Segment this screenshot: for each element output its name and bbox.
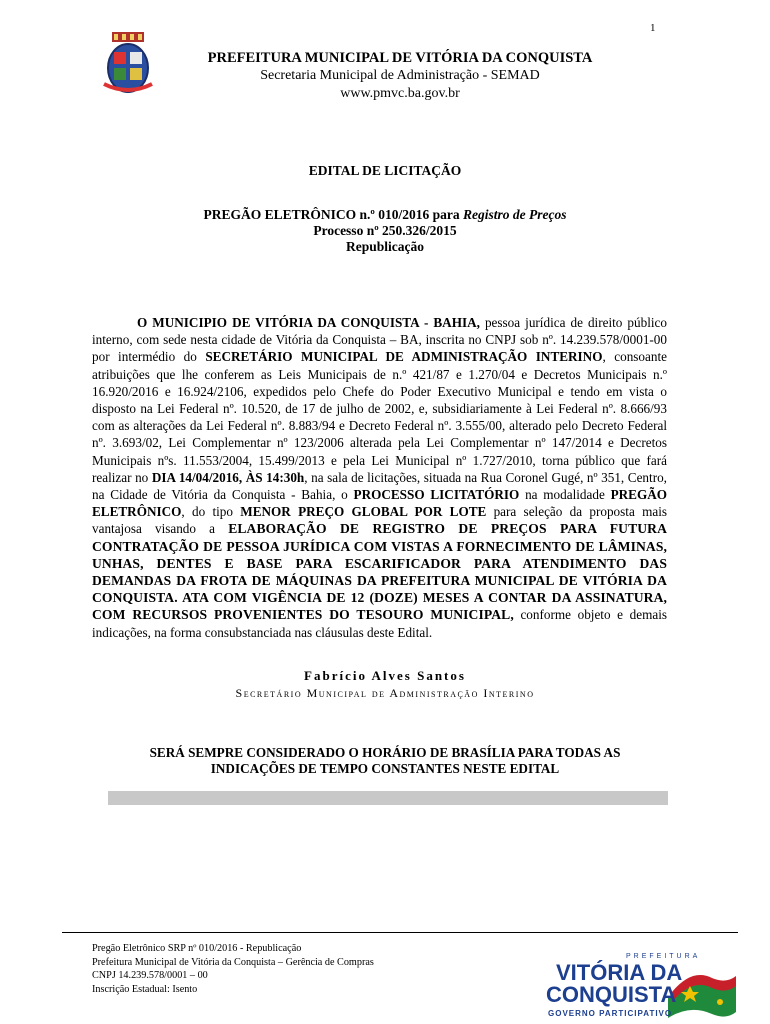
logo-line-2: CONQUISTA xyxy=(546,982,677,1007)
logo-tagline: GOVERNO PARTICIPATIVO xyxy=(548,1009,673,1018)
page-number: 1 xyxy=(650,22,656,34)
body-text-8: na modalidade xyxy=(519,487,611,503)
notice-line-1: SERÁ SEMPRE CONSIDERADO O HORÁRIO DE BRASÍLIA PARA TODAS AS xyxy=(149,745,621,760)
republicacao-label: Republicação xyxy=(345,239,424,254)
body-modalidade: PREGÃO ELETRÔNICO xyxy=(92,487,668,520)
footer-line-4: Inscrição Estadual: Isento xyxy=(92,983,198,995)
footer xyxy=(92,942,374,996)
pregao-heading xyxy=(0,207,770,255)
logo-prefix: PREFEITURA xyxy=(626,953,701,960)
edital-title: EDITAL DE LICITAÇÃO xyxy=(308,163,462,178)
body-secretario: SECRETÁRIO MUNICIPAL DE ADMINISTRAÇÃO INTERINO xyxy=(205,349,603,365)
processo-number: Processo nº 250.326/2015 xyxy=(313,223,457,238)
body-date: DIA 14/04/2016, ÀS 14:30h xyxy=(151,469,305,485)
header-title: PREFEITURA MUNICIPAL DE VITÓRIA DA CONQUISTA xyxy=(207,50,593,66)
document-header xyxy=(140,50,660,103)
city-logo-icon xyxy=(540,946,740,1020)
divider-bar xyxy=(108,791,668,805)
notice-line-2: INDICAÇÕES DE TEMPO CONSTANTES NESTE EDITAL xyxy=(210,761,560,776)
footer-line-1: Pregão Eletrônico SRP nº 010/2016 - Republicação xyxy=(92,943,302,954)
body-tipo: MENOR PREÇO GLOBAL POR LOTE xyxy=(240,504,487,520)
body-text-10: , do tipo xyxy=(181,504,241,520)
body-paragraph xyxy=(92,314,667,641)
pregao-registro: Registro de Preços xyxy=(463,207,567,222)
header-website: www.pmvc.ba.gov.br xyxy=(340,86,460,101)
header-subtitle: Secretaria Municipal de Administração - SEMAD xyxy=(260,68,540,83)
body-objeto: ELABORAÇÃO DE REGISTRO DE PREÇOS PARA FUTURA CONTRATAÇÃO DE PESSOA JURÍDICA COM VISTAS A FORNECIMENTO DE LÂMINAS, UNHAS, DENTES E BASE PARA ESCARIFICADOR PARA ATENDIMENTO DAS DEMANDAS DA FROTA DE MÁQUINAS DA PREFEITURA MUNICIPAL DE VITÓRIA DA CONQUISTA. ATA COM VIGÊNCIA DE 12 (DOZE) MESES A CONTAR DA ASSINATURA, COM RECURSOS PROVENIENTES DO TESOURO MUNICIPAL, xyxy=(92,521,667,623)
body-text-4: , consoante atribuições que lhe conferem as Leis Municipais de n.º 421/87 e 1.270/04 e Decretos Municipais n.º 16.920/2016 e 16.924/2106, expedidos pelo Chefe do Poder Executivo Municipal e tendo em vista o disposto na Lei Federal nº. 10.520, de 17 de julho de 2002, e, subsidiariamente à Lei Federal nº. 8.666/93 com as alterações da Lei Federal nº. 8.883/94 e Decreto Federal nº. 3.555/00, alterado pelo Decreto Federal nº. 3.693/02, Lei Complementar nº 123/2006 alterada pela Lei Complementar nº 147/2014 e Decretos Municipais nºs. 11.553/2004, 15.499/2013 e pela Lei Municipal nº 1.727/2010, torna público que fará realizar no xyxy=(92,349,667,485)
time-notice xyxy=(0,745,770,777)
pregao-number: PREGÃO ELETRÔNICO n.º 010/2016 para xyxy=(203,207,463,222)
body-municipio: O MUNICIPIO DE VITÓRIA DA CONQUISTA - BAHIA, xyxy=(137,315,480,330)
footer-line-3: CNPJ 14.239.578/0001 – 00 xyxy=(92,970,208,981)
footer-rule xyxy=(62,932,738,933)
signature-name: Fabrício Alves Santos xyxy=(304,668,466,683)
footer-line-2: Prefeitura Municipal de Vitória da Conquista – Gerência de Compras xyxy=(92,956,374,968)
body-text-14: conforme objeto e demais indicações, na forma consubstanciada nas cláusulas deste Edital. xyxy=(92,607,667,640)
signature-role: Secretário Municipal de Administração Interino xyxy=(235,686,535,700)
body-processo: PROCESSO LICITATÓRIO xyxy=(353,487,520,503)
body-text-12: para seleção da proposta mais vantajosa visando a xyxy=(92,504,667,537)
body-text-6: , na sala de licitações, situada na Rua Coronel Gugé, nº 351, Centro, na Cidade de Vitória da Conquista - Bahia, o xyxy=(92,469,667,503)
logo-line-1: VITÓRIA DA xyxy=(556,960,683,985)
body-text-2: pessoa jurídica de direito público interno, com sede nesta cidade de Vitória da Conquista – BA, inscrita no CNPJ sob nº. 14.239.578/0001-00 por intermédio do xyxy=(92,315,667,365)
